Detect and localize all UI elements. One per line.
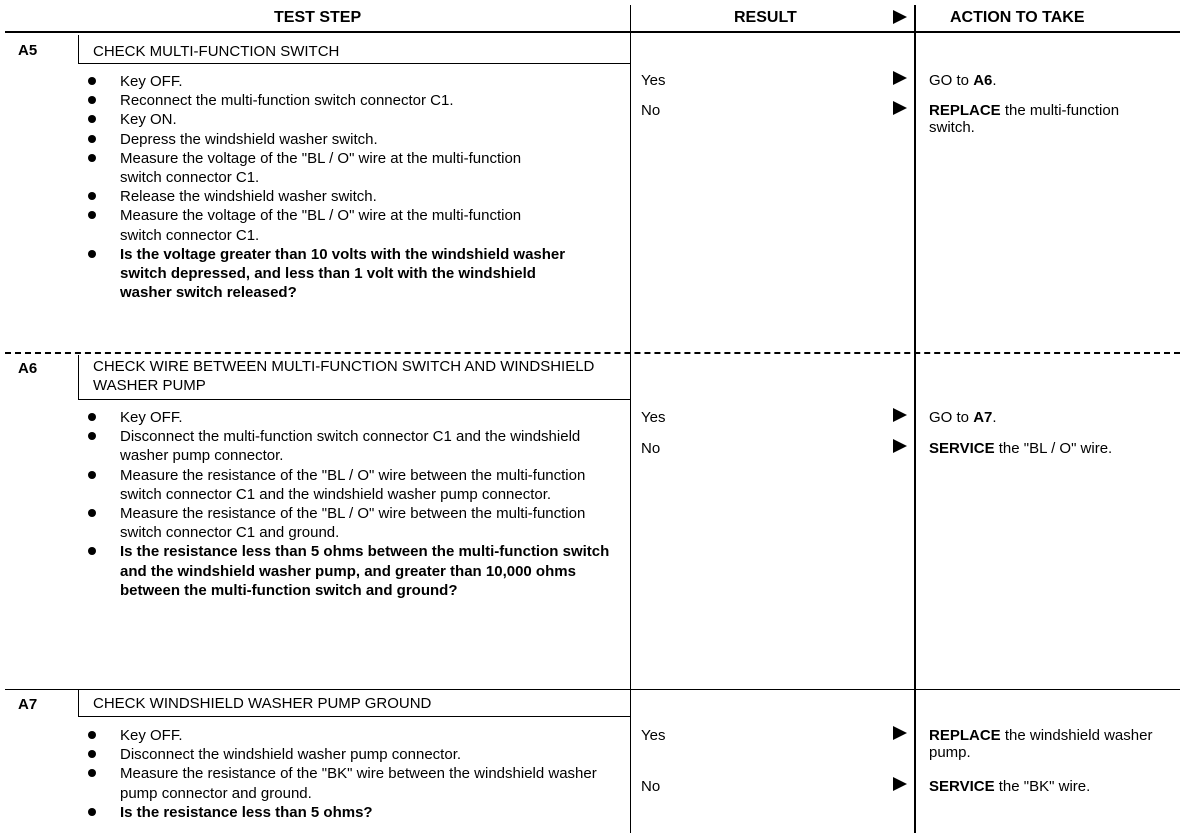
header-divider-left bbox=[630, 5, 631, 31]
instruction-item: Measure the voltage of the "BL / O" wire at the multi-function switch connector C1. bbox=[88, 149, 550, 187]
result-action-divider bbox=[914, 5, 916, 833]
arrow-icon bbox=[893, 71, 907, 85]
result-no-a6: No bbox=[641, 440, 661, 457]
arrow-icon bbox=[893, 439, 907, 453]
instruction-item: Key OFF. bbox=[88, 408, 608, 427]
instruction-item: Disconnect the multi-function switch connector C1 and the windshield washer pump connector. bbox=[88, 427, 595, 465]
instruction-item: Measure the resistance of the "BK" wire between the windshield washer pump connector and ground. bbox=[88, 764, 600, 802]
step-id-divider-a7 bbox=[78, 690, 79, 716]
instruction-item: Release the windshield washer switch. bbox=[88, 187, 608, 206]
result-no-a7: No bbox=[641, 778, 661, 795]
step-id-a7: A7 bbox=[18, 696, 38, 713]
action-yes-a7: REPLACE the windshield washer pump. bbox=[929, 727, 1153, 761]
arrow-icon bbox=[893, 777, 907, 791]
step-title-a6: CHECK WIRE BETWEEN MULTI-FUNCTION SWITCH AND WINDSHIELD WASHER PUMP bbox=[93, 358, 595, 394]
instruction-item: Key OFF. bbox=[88, 72, 608, 91]
action-no-a5: REPLACE the multi-function switch. bbox=[929, 102, 1120, 136]
action-no-a6: SERVICE the "BL / O" wire. bbox=[929, 440, 1113, 457]
question-a7: Is the resistance less than 5 ohms? bbox=[88, 803, 608, 822]
action-yes-a5: GO to A6. bbox=[929, 72, 997, 89]
instruction-item: Measure the resistance of the "BL / O" wire between the multi-function switch connector C1 and ground. bbox=[88, 504, 630, 542]
instruction-item: Key ON. bbox=[88, 110, 608, 129]
header-action: ACTION TO TAKE bbox=[950, 9, 1085, 26]
instruction-item: Measure the resistance of the "BL / O" wire between the multi-function switch connector C1 and the windshield washer pump connector. bbox=[88, 466, 630, 504]
instruction-item: Key OFF. bbox=[88, 726, 608, 745]
result-yes-a7: Yes bbox=[641, 727, 666, 744]
header-arrow-icon bbox=[893, 10, 907, 24]
result-yes-a6: Yes bbox=[641, 409, 666, 426]
result-no-a5: No bbox=[641, 102, 661, 119]
arrow-icon bbox=[893, 101, 907, 115]
result-yes-a5: Yes bbox=[641, 72, 666, 89]
question-a5: Is the voltage greater than 10 volts with the windshield washer switch depressed, and less than 1 volt with the windshield washer switch released? bbox=[88, 245, 590, 303]
section-divider-a5-a6 bbox=[5, 352, 1180, 355]
step-id-a5: A5 bbox=[18, 42, 38, 59]
instruction-item: Measure the voltage of the "BL / O" wire at the multi-function switch connector C1. bbox=[88, 206, 550, 244]
step-id-divider-a5 bbox=[78, 35, 79, 63]
title-underline-a5 bbox=[78, 63, 630, 64]
title-underline-a6 bbox=[78, 399, 630, 400]
step-id-divider-a6 bbox=[78, 355, 79, 399]
arrow-icon bbox=[893, 726, 907, 740]
instruction-item: Disconnect the windshield washer pump connector. bbox=[88, 745, 608, 764]
header-result: RESULT bbox=[734, 9, 797, 26]
step-result-divider bbox=[630, 31, 631, 833]
title-underline-a7 bbox=[78, 716, 630, 717]
arrow-icon bbox=[893, 408, 907, 422]
step-id-a6: A6 bbox=[18, 360, 38, 377]
instructions-a7 bbox=[88, 726, 608, 822]
instruction-item: Depress the windshield washer switch. bbox=[88, 130, 608, 149]
header-underline bbox=[5, 31, 1180, 33]
step-title-a5: CHECK MULTI-FUNCTION SWITCH bbox=[93, 43, 340, 60]
instructions-a6 bbox=[88, 408, 608, 600]
header-test-step: TEST STEP bbox=[274, 9, 362, 26]
question-a6: Is the resistance less than 5 ohms between the multi-function switch and the windshield washer pump, and greater than 10,000 ohms between the multi-function switch and ground? bbox=[88, 542, 620, 600]
instructions-a5 bbox=[88, 72, 608, 302]
step-title-a7: CHECK WINDSHIELD WASHER PUMP GROUND bbox=[93, 695, 432, 712]
action-yes-a6: GO to A7. bbox=[929, 409, 997, 426]
section-divider-a6-a7 bbox=[5, 689, 1180, 690]
instruction-item: Reconnect the multi-function switch connector C1. bbox=[88, 91, 608, 110]
action-no-a7: SERVICE the "BK" wire. bbox=[929, 778, 1091, 795]
